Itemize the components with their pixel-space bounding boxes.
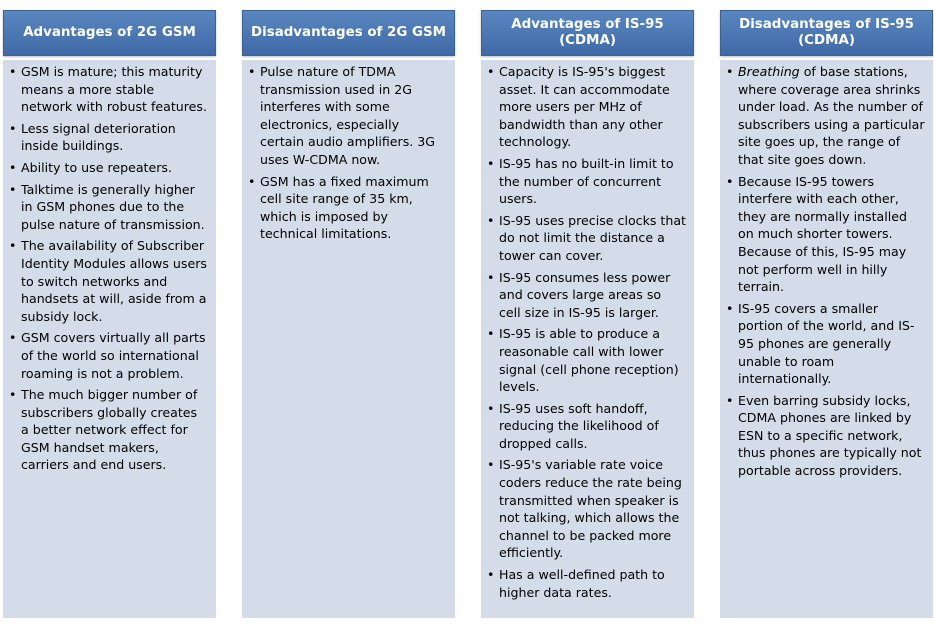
list-item: • IS-95 uses precise clocks that do not limit the distance a tower can cover.: [485, 212, 686, 265]
list-item: • Capacity is IS-95's biggest asset. It can accommodate more users per MHz of bandwidth than any other technology.: [485, 63, 686, 151]
bullet-list: [246, 63, 447, 243]
column-title: Disadvantages of IS-95 (CDMA): [739, 17, 914, 48]
column-title: Advantages of 2G GSM: [23, 25, 196, 40]
list-item: • Because IS-95 towers interfere with each other, they are normally installed on much shorter towers. Because of this, IS-95 may not perform well in hilly terrain.: [724, 173, 925, 296]
column-advantages-cdma: [481, 10, 694, 618]
list-item: • Ability to use repeaters.: [7, 159, 208, 177]
bullet-list: [485, 63, 686, 601]
list-item: • Talktime is generally higher in GSM phones due to the pulse nature of transmission.: [7, 181, 208, 234]
column-header: [242, 10, 455, 56]
list-item: • GSM has a fixed maximum cell site range of 35 km, which is imposed by technical limitations.: [246, 173, 447, 243]
list-item-text: of base stations, where coverage area shrinks under load. As the number of subscribers using a particular site goes up, the range of that site goes down.: [738, 64, 925, 167]
column-body: [720, 60, 933, 618]
list-item: • The availability of Subscriber Identity Modules allows users to switch networks and handsets at will, aside from a subsidy lock.: [7, 237, 208, 325]
column-disadvantages-gsm: [242, 10, 455, 618]
list-item: • Pulse nature of TDMA transmission used in 2G interferes with some electronics, especially certain audio amplifiers. 3G uses W-CDMA now.: [246, 63, 447, 169]
list-item: • IS-95's variable rate voice coders reduce the rate being transmitted when speaker is not talking, which allows the channel to be packed more efficiently.: [485, 456, 686, 562]
column-body: [242, 60, 455, 618]
column-header: [481, 10, 694, 56]
column-body: [481, 60, 694, 618]
column-body: [3, 60, 216, 618]
list-item: • Has a well-defined path to higher data rates.: [485, 566, 686, 601]
list-item: • IS-95 consumes less power and covers large areas so cell size in IS-95 is larger.: [485, 269, 686, 322]
column-header: [3, 10, 216, 56]
list-item: • Even barring subsidy locks, CDMA phones are linked by ESN to a specific network, thus phones are typically not portable across providers.: [724, 392, 925, 480]
column-header: [720, 10, 933, 56]
list-item: • GSM covers virtually all parts of the world so international roaming is not a problem.: [7, 329, 208, 382]
column-disadvantages-cdma: [720, 10, 933, 618]
list-item: • GSM is mature; this maturity means a more stable network with robust features.: [7, 63, 208, 116]
list-item: [724, 63, 925, 169]
list-item: • The much bigger number of subscribers globally creates a better network effect for GSM handset makers, carriers and end users.: [7, 386, 208, 474]
bullet-list: [724, 63, 925, 480]
column-title: Disadvantages of 2G GSM: [251, 25, 446, 40]
column-advantages-gsm: [3, 10, 216, 618]
list-item: • Less signal deterioration inside buildings.: [7, 120, 208, 155]
bullet-list: [7, 63, 208, 474]
list-item: • IS-95 covers a smaller portion of the world, and IS-95 phones are generally unable to roam internationally.: [724, 300, 925, 388]
emphasis-text: Breathing: [738, 64, 800, 79]
list-item: • IS-95 has no built-in limit to the number of concurrent users.: [485, 155, 686, 208]
column-title: Advantages of IS-95 (CDMA): [511, 17, 664, 48]
list-item: • IS-95 is able to produce a reasonable call with lower signal (cell phone reception) levels.: [485, 325, 686, 395]
list-item: • IS-95 uses soft handoff, reducing the likelihood of dropped calls.: [485, 400, 686, 453]
